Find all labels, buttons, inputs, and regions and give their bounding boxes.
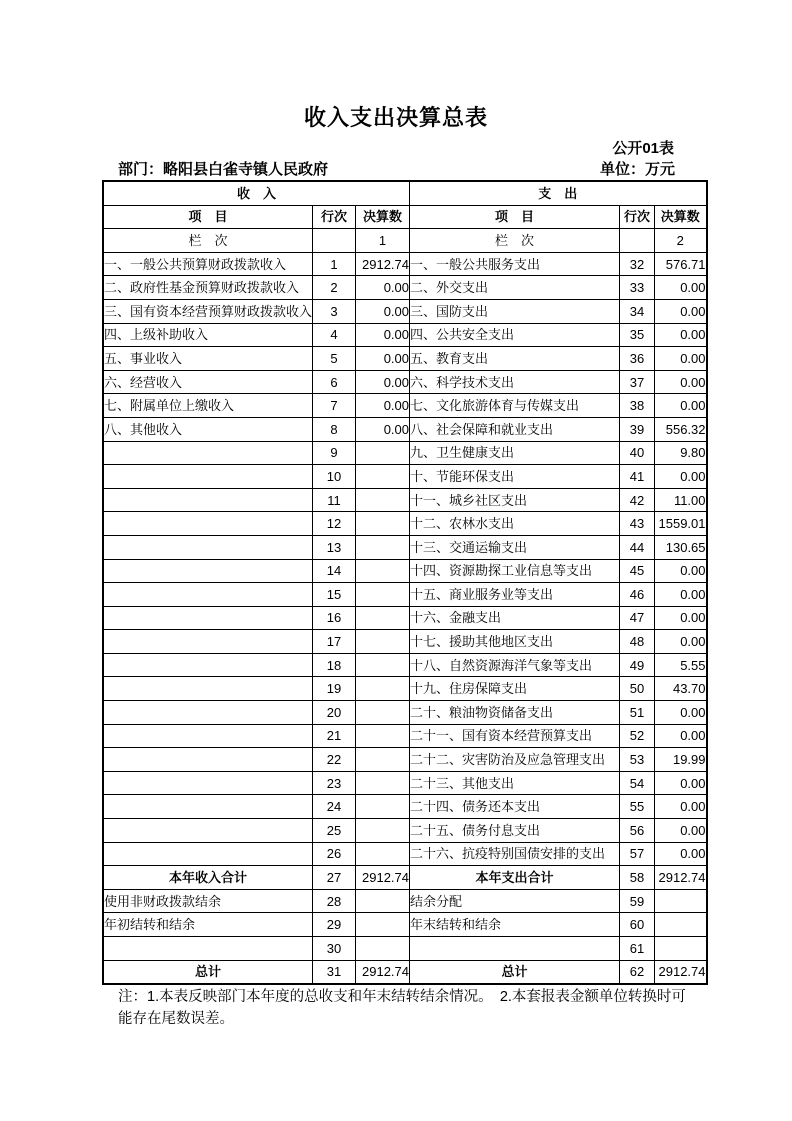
expense-rowno-cell: 42 (620, 488, 655, 512)
budget-summary-table (102, 180, 708, 985)
income-rowno-cell: 24 (313, 795, 356, 819)
expense-rowno-cell: 51 (620, 701, 655, 725)
table-row (103, 276, 707, 300)
income-item-cell (103, 748, 313, 772)
expense-item-cell: 十九、住房保障支出 (410, 677, 620, 701)
income-rowno-cell: 18 (313, 653, 356, 677)
expense-amount-cell: 0.00 (655, 583, 707, 607)
expense-column-index: 2 (655, 229, 707, 253)
expense-amount-cell: 0.00 (655, 630, 707, 654)
expense-item-cell: 九、卫生健康支出 (410, 441, 620, 465)
table-row (103, 583, 707, 607)
table-row (103, 653, 707, 677)
expense-amount-cell: 0.00 (655, 465, 707, 489)
table-row (103, 724, 707, 748)
income-amount-cell (356, 748, 410, 772)
expense-item-cell: 二十二、灾害防治及应急管理支出 (410, 748, 620, 772)
expense-item-cell: 十二、农林水支出 (410, 512, 620, 536)
expense-amount-cell: 0.00 (655, 771, 707, 795)
column-index-row (103, 229, 707, 253)
income-item-cell: 二、政府性基金预算财政拨款收入 (103, 276, 313, 300)
income-item-cell (103, 819, 313, 843)
income-amount-cell: 2912.74 (356, 960, 410, 984)
income-amount-cell: 0.00 (356, 299, 410, 323)
income-amount-cell (356, 559, 410, 583)
income-rowno-cell: 10 (313, 465, 356, 489)
table-row (103, 417, 707, 441)
income-item-cell (103, 795, 313, 819)
income-amount-cell (356, 606, 410, 630)
income-rowno-cell: 30 (313, 937, 356, 961)
expense-amount-cell: 11.00 (655, 488, 707, 512)
expense-item-cell: 二十、粮油物资储备支出 (410, 701, 620, 725)
income-item-cell: 一、一般公共预算财政拨款收入 (103, 252, 313, 276)
income-rowno-cell: 21 (313, 724, 356, 748)
expense-item-column-header: 项 目 (410, 205, 620, 229)
unit-label: 单位：万元 (599, 161, 675, 178)
expense-rowno-cell: 32 (620, 252, 655, 276)
expense-rowno-cell: 41 (620, 465, 655, 489)
table-row (103, 347, 707, 371)
income-item-cell (103, 630, 313, 654)
expense-rowno-cell: 48 (620, 630, 655, 654)
table-header (103, 181, 707, 252)
department-label: 部门：略阳县白雀寺镇人民政府 (118, 161, 329, 178)
expense-rowno-cell: 34 (620, 299, 655, 323)
table-row (103, 535, 707, 559)
expense-lanci-empty-cell (620, 229, 655, 253)
expense-item-cell: 三、国防支出 (410, 299, 620, 323)
expense-amount-cell: 0.00 (655, 323, 707, 347)
table-row (103, 913, 707, 937)
table-body (103, 252, 707, 984)
expense-rowno-cell: 33 (620, 276, 655, 300)
income-amount-cell (356, 465, 410, 489)
expense-rowno-column-header: 行次 (620, 205, 655, 229)
income-rowno-cell: 11 (313, 488, 356, 512)
income-item-cell (103, 653, 313, 677)
expense-rowno-cell: 36 (620, 347, 655, 371)
income-lanci-label: 栏 次 (103, 229, 313, 253)
income-amount-cell (356, 913, 410, 937)
income-rowno-cell: 26 (313, 842, 356, 866)
income-item-cell: 总计 (103, 960, 313, 984)
income-item-cell: 四、上级补助收入 (103, 323, 313, 347)
expense-amount-cell: 2912.74 (655, 866, 707, 890)
income-section-header: 收 入 (103, 181, 410, 205)
expense-amount-cell: 0.00 (655, 370, 707, 394)
income-amount-cell (356, 795, 410, 819)
table-row (103, 370, 707, 394)
income-item-cell: 七、附属单位上缴收入 (103, 394, 313, 418)
expense-amount-cell: 5.55 (655, 653, 707, 677)
income-amount-cell: 0.00 (356, 417, 410, 441)
income-item-cell: 八、其他收入 (103, 417, 313, 441)
expense-item-cell: 总计 (410, 960, 620, 984)
table-row (103, 465, 707, 489)
expense-rowno-cell: 50 (620, 677, 655, 701)
expense-amount-cell: 0.00 (655, 606, 707, 630)
income-rowno-cell: 28 (313, 889, 356, 913)
income-rowno-cell: 31 (313, 960, 356, 984)
expense-rowno-cell: 46 (620, 583, 655, 607)
income-item-cell (103, 559, 313, 583)
expense-rowno-cell: 44 (620, 535, 655, 559)
expense-section-header: 支 出 (410, 181, 707, 205)
table-row (103, 630, 707, 654)
income-rowno-cell: 15 (313, 583, 356, 607)
expense-amount-cell: 0.00 (655, 724, 707, 748)
expense-rowno-cell: 58 (620, 866, 655, 890)
expense-item-cell: 本年支出合计 (410, 866, 620, 890)
table-row (103, 937, 707, 961)
expense-item-cell: 十七、援助其他地区支出 (410, 630, 620, 654)
table-row (103, 819, 707, 843)
income-item-cell: 年初结转和结余 (103, 913, 313, 937)
income-amount-cell (356, 889, 410, 913)
expense-rowno-cell: 49 (620, 653, 655, 677)
expense-rowno-cell: 57 (620, 842, 655, 866)
income-item-cell (103, 535, 313, 559)
expense-rowno-cell: 35 (620, 323, 655, 347)
expense-item-cell: 二十六、抗疫特别国债安排的支出 (410, 842, 620, 866)
income-amount-cell (356, 583, 410, 607)
expense-amount-cell: 19.99 (655, 748, 707, 772)
income-amount-cell (356, 819, 410, 843)
income-item-cell: 六、经营收入 (103, 370, 313, 394)
expense-rowno-cell: 47 (620, 606, 655, 630)
expense-rowno-cell: 54 (620, 771, 655, 795)
income-amount-cell: 2912.74 (356, 866, 410, 890)
table-row (103, 889, 707, 913)
income-amount-cell: 0.00 (356, 276, 410, 300)
expense-rowno-cell: 62 (620, 960, 655, 984)
table-row (103, 748, 707, 772)
income-item-cell: 三、国有资本经营预算财政拨款收入 (103, 299, 313, 323)
income-rowno-cell: 12 (313, 512, 356, 536)
income-rowno-cell: 13 (313, 535, 356, 559)
footnote-line-1: 注：1.本表反映部门本年度的总收支和年末结转结余情况。 2.本套报表金额单位转换时可 (118, 989, 686, 1005)
income-rowno-cell: 27 (313, 866, 356, 890)
expense-item-cell: 六、科学技术支出 (410, 370, 620, 394)
income-rowno-cell: 29 (313, 913, 356, 937)
table-row (103, 512, 707, 536)
income-item-cell (103, 937, 313, 961)
expense-item-cell: 十一、城乡社区支出 (410, 488, 620, 512)
expense-amount-cell (655, 913, 707, 937)
expense-amount-cell (655, 889, 707, 913)
expense-rowno-cell: 55 (620, 795, 655, 819)
income-item-cell (103, 701, 313, 725)
table-row (103, 252, 707, 276)
table-row (103, 795, 707, 819)
expense-rowno-cell: 37 (620, 370, 655, 394)
income-item-cell (103, 583, 313, 607)
income-item-cell (103, 606, 313, 630)
expense-item-cell: 一、一般公共服务支出 (410, 252, 620, 276)
expense-amount-cell: 1559.01 (655, 512, 707, 536)
expense-amount-cell: 0.00 (655, 347, 707, 371)
expense-item-cell: 七、文化旅游体育与传媒支出 (410, 394, 620, 418)
expense-item-cell: 五、教育支出 (410, 347, 620, 371)
expense-lanci-label: 栏 次 (410, 229, 620, 253)
table-row (103, 323, 707, 347)
income-amount-cell (356, 488, 410, 512)
income-rowno-cell: 3 (313, 299, 356, 323)
expense-amount-cell: 0.00 (655, 795, 707, 819)
income-rowno-cell: 19 (313, 677, 356, 701)
expense-amount-cell: 0.00 (655, 299, 707, 323)
expense-rowno-cell: 59 (620, 889, 655, 913)
table-number-label: 公开01表 (612, 140, 674, 157)
expense-amount-cell: 0.00 (655, 559, 707, 583)
expense-amount-cell: 9.80 (655, 441, 707, 465)
expense-item-cell: 八、社会保障和就业支出 (410, 417, 620, 441)
income-amount-cell (356, 653, 410, 677)
expense-rowno-cell: 43 (620, 512, 655, 536)
expense-item-cell: 二十四、债务还本支出 (410, 795, 620, 819)
income-item-cell: 使用非财政拨款结余 (103, 889, 313, 913)
income-amount-cell (356, 701, 410, 725)
income-rowno-cell: 6 (313, 370, 356, 394)
income-rowno-cell: 17 (313, 630, 356, 654)
income-rowno-cell: 20 (313, 701, 356, 725)
expense-amount-cell (655, 937, 707, 961)
expense-item-cell: 二、外交支出 (410, 276, 620, 300)
expense-item-cell: 二十三、其他支出 (410, 771, 620, 795)
expense-rowno-cell: 60 (620, 913, 655, 937)
page-title: 收入支出决算总表 (303, 105, 488, 130)
income-amount-cell: 0.00 (356, 370, 410, 394)
income-lanci-empty-cell (313, 229, 356, 253)
expense-rowno-cell: 52 (620, 724, 655, 748)
expense-rowno-cell: 53 (620, 748, 655, 772)
expense-item-cell: 年末结转和结余 (410, 913, 620, 937)
expense-item-cell: 十六、金融支出 (410, 606, 620, 630)
expense-rowno-cell: 61 (620, 937, 655, 961)
income-amount-cell (356, 630, 410, 654)
income-rowno-cell: 1 (313, 252, 356, 276)
income-rowno-cell: 16 (313, 606, 356, 630)
expense-rowno-cell: 45 (620, 559, 655, 583)
income-rowno-cell: 7 (313, 394, 356, 418)
income-rowno-cell: 4 (313, 323, 356, 347)
expense-item-cell: 十四、资源勘探工业信息等支出 (410, 559, 620, 583)
income-column-index: 1 (356, 229, 410, 253)
income-amount-cell (356, 937, 410, 961)
expense-amount-cell: 0.00 (655, 276, 707, 300)
table-row (103, 701, 707, 725)
income-rowno-cell: 8 (313, 417, 356, 441)
income-rowno-cell: 23 (313, 771, 356, 795)
expense-rowno-cell: 38 (620, 394, 655, 418)
expense-item-cell: 四、公共安全支出 (410, 323, 620, 347)
income-amount-cell (356, 441, 410, 465)
income-amount-cell: 2912.74 (356, 252, 410, 276)
expense-rowno-cell: 56 (620, 819, 655, 843)
income-amount-cell: 0.00 (356, 394, 410, 418)
income-item-cell (103, 677, 313, 701)
expense-item-cell: 结余分配 (410, 889, 620, 913)
income-rowno-cell: 14 (313, 559, 356, 583)
expense-amount-cell: 556.32 (655, 417, 707, 441)
expense-item-cell: 十三、交通运输支出 (410, 535, 620, 559)
income-item-cell (103, 842, 313, 866)
expense-amount-cell: 43.70 (655, 677, 707, 701)
income-item-cell (103, 771, 313, 795)
income-item-column-header: 项 目 (103, 205, 313, 229)
expense-amount-cell: 2912.74 (655, 960, 707, 984)
income-amount-cell: 0.00 (356, 347, 410, 371)
income-item-cell (103, 465, 313, 489)
income-rowno-cell: 2 (313, 276, 356, 300)
footnote (118, 986, 696, 1030)
expense-rowno-cell: 40 (620, 441, 655, 465)
table-row (103, 299, 707, 323)
table-row (103, 488, 707, 512)
income-amount-cell (356, 771, 410, 795)
income-amount-cell (356, 677, 410, 701)
expense-item-cell: 二十一、国有资本经营预算支出 (410, 724, 620, 748)
expense-item-cell: 十、节能环保支出 (410, 465, 620, 489)
income-item-cell (103, 512, 313, 536)
table-row (103, 559, 707, 583)
income-item-cell: 本年收入合计 (103, 866, 313, 890)
income-rowno-cell: 22 (313, 748, 356, 772)
income-amount-cell: 0.00 (356, 323, 410, 347)
table-row (103, 606, 707, 630)
income-item-cell: 五、事业收入 (103, 347, 313, 371)
expense-amount-cell: 576.71 (655, 252, 707, 276)
income-item-cell (103, 441, 313, 465)
table-row (103, 441, 707, 465)
expense-item-cell (410, 937, 620, 961)
expense-amount-cell: 0.00 (655, 701, 707, 725)
expense-amount-cell: 0.00 (655, 394, 707, 418)
income-amount-cell (356, 724, 410, 748)
column-header-row (103, 205, 707, 229)
income-amount-cell (356, 535, 410, 559)
income-amount-cell (356, 842, 410, 866)
table-row (103, 960, 707, 984)
expense-amount-cell: 0.00 (655, 819, 707, 843)
income-rowno-column-header: 行次 (313, 205, 356, 229)
expense-item-cell: 十五、商业服务业等支出 (410, 583, 620, 607)
expense-item-cell: 十八、自然资源海洋气象等支出 (410, 653, 620, 677)
expense-amount-cell: 0.00 (655, 842, 707, 866)
income-rowno-cell: 5 (313, 347, 356, 371)
table-row (103, 842, 707, 866)
income-rowno-cell: 9 (313, 441, 356, 465)
expense-rowno-cell: 39 (620, 417, 655, 441)
expense-amount-column-header: 决算数 (655, 205, 707, 229)
table-row (103, 394, 707, 418)
income-rowno-cell: 25 (313, 819, 356, 843)
income-item-cell (103, 488, 313, 512)
expense-item-cell: 二十五、债务付息支出 (410, 819, 620, 843)
income-amount-cell (356, 512, 410, 536)
income-amount-column-header: 决算数 (356, 205, 410, 229)
income-item-cell (103, 724, 313, 748)
table-row (103, 771, 707, 795)
table-row (103, 677, 707, 701)
footnote-line-2: 能存在尾数误差。 (118, 1011, 234, 1027)
section-header-row (103, 181, 707, 205)
expense-amount-cell: 130.65 (655, 535, 707, 559)
table-row (103, 866, 707, 890)
